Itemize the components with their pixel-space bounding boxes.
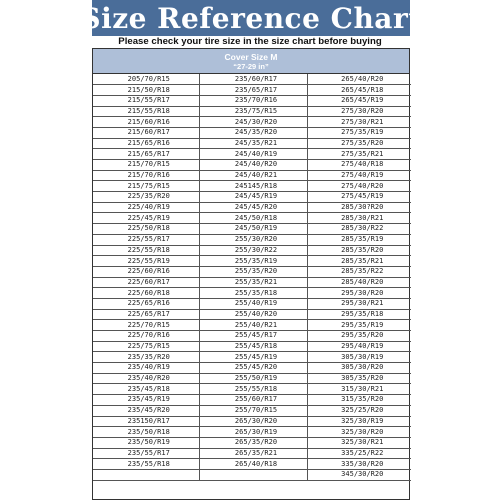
- tire-size-cell: 225/45/R19: [93, 213, 199, 224]
- tire-size-cell: 255/45/R18: [199, 341, 307, 352]
- tire-size-cell: 295/30/R21: [307, 298, 411, 309]
- tire-size-cell: 285/30/R22: [307, 224, 411, 235]
- tire-size-cell: 255/45/R17: [199, 331, 307, 342]
- tire-size-cell: 215/60/R17: [93, 127, 199, 138]
- table-row: [93, 106, 411, 117]
- tire-size-cell: 265/30/R19: [199, 427, 307, 438]
- tire-size-cell: 205/70/R15: [93, 74, 199, 85]
- tire-size-table: [93, 74, 411, 481]
- table-row: [93, 469, 411, 480]
- tire-size-cell: 225/55/R19: [93, 256, 199, 267]
- tire-size-cell: 285/35/R22: [307, 266, 411, 277]
- tire-size-cell: 225/35/R20: [93, 192, 199, 203]
- tire-size-cell: 275/40/R20: [307, 181, 411, 192]
- tire-size-cell: 225/40/R19: [93, 202, 199, 213]
- tire-size-cell: 225/55/R18: [93, 245, 199, 256]
- tire-size-cell: 315/30/R21: [307, 384, 411, 395]
- tire-size-cell: 235/35/R20: [93, 352, 199, 363]
- tire-size-cell: 255/35/R18: [199, 288, 307, 299]
- tire-size-cell: 245145/R18: [199, 181, 307, 192]
- tire-size-cell: 255/70/R15: [199, 405, 307, 416]
- tire-size-cell: 215/60/R16: [93, 117, 199, 128]
- tire-size-cell: 265/35/R21: [199, 448, 307, 459]
- tire-size-cell: 275/35/R21: [307, 149, 411, 160]
- table-row: [93, 341, 411, 352]
- table-row: [93, 192, 411, 203]
- tire-size-cell: 225/75/R15: [93, 341, 199, 352]
- tire-size-cell: 225/60/R17: [93, 277, 199, 288]
- tire-size-cell: 235/50/R19: [93, 437, 199, 448]
- table-row: [93, 309, 411, 320]
- tire-size-cell: 285/35/R20: [307, 245, 411, 256]
- tire-size-cell: 295/35/R19: [307, 320, 411, 331]
- tire-size-cell: 215/70/R15: [93, 160, 199, 171]
- tire-size-cell: 235/65/R17: [199, 85, 307, 96]
- tire-size-cell: 325/25/R20: [307, 405, 411, 416]
- tire-size-cell: 275/45/R19: [307, 192, 411, 203]
- table-row: [93, 234, 411, 245]
- cover-size-label: Cover Size M: [224, 51, 278, 62]
- tire-size-cell: 245/35/R20: [199, 127, 307, 138]
- page-title: Size Reference Chart: [80, 1, 422, 35]
- tire-size-cell: 325/30/R20: [307, 427, 411, 438]
- tire-size-cell: 275/30/R20: [307, 106, 411, 117]
- table-row: [93, 266, 411, 277]
- tire-size-cell: 245/30/R20: [199, 117, 307, 128]
- tire-size-cell: 215/65/R16: [93, 138, 199, 149]
- tire-size-cell: 255/40/R19: [199, 298, 307, 309]
- tire-size-cell: 305/30/R19: [307, 352, 411, 363]
- tire-size-cell: 285/40/R20: [307, 277, 411, 288]
- tire-size-cell: 215/50/R18: [93, 85, 199, 96]
- tire-size-cell: 285/30?R20: [307, 202, 411, 213]
- table-row: [93, 277, 411, 288]
- table-row: [93, 170, 411, 181]
- table-row: [93, 95, 411, 106]
- tire-size-cell: 245/40/R19: [199, 149, 307, 160]
- table-row: [93, 160, 411, 171]
- table-row: [93, 395, 411, 406]
- tire-size-cell: 265/35/R20: [199, 437, 307, 448]
- tire-size-cell: 255/45/R19: [199, 352, 307, 363]
- table-row: [93, 127, 411, 138]
- tire-size-cell: [93, 469, 199, 480]
- tire-size-cell: 235150/R17: [93, 416, 199, 427]
- table-row: [93, 416, 411, 427]
- tire-size-cell: 215/75/R15: [93, 181, 199, 192]
- table-row: [93, 138, 411, 149]
- tire-size-cell: 245/50/R19: [199, 224, 307, 235]
- tire-size-cell: 235/55/R17: [93, 448, 199, 459]
- table-row: [93, 245, 411, 256]
- tire-size-cell: 325/30/R21: [307, 437, 411, 448]
- tire-size-cell: 265/45/R18: [307, 85, 411, 96]
- tire-size-cell: 235/45/R20: [93, 405, 199, 416]
- table-row: [93, 363, 411, 374]
- table-row: [93, 405, 411, 416]
- chart-header: [93, 49, 409, 74]
- tire-size-cell: 335/25/R22: [307, 448, 411, 459]
- tire-size-cell: 255/35/R21: [199, 277, 307, 288]
- tire-size-cell: 255/40/R20: [199, 309, 307, 320]
- table-row: [93, 213, 411, 224]
- tire-size-cell: 245/50/R18: [199, 213, 307, 224]
- tire-size-cell: 245/45/R19: [199, 192, 307, 203]
- table-row: [93, 373, 411, 384]
- tire-size-cell: 215/65/R17: [93, 149, 199, 160]
- tire-size-cell: 255/50/R19: [199, 373, 307, 384]
- tire-size-cell: 305/35/R20: [307, 373, 411, 384]
- tire-size-cell: 265/40/R20: [307, 74, 411, 85]
- table-row: [93, 352, 411, 363]
- tire-size-cell: 255/60/R17: [199, 395, 307, 406]
- tire-size-cell: 255/40/R21: [199, 320, 307, 331]
- table-row: [93, 320, 411, 331]
- tire-size-cell: 295/35/R20: [307, 331, 411, 342]
- tire-size-cell: 305/30/R20: [307, 363, 411, 374]
- tire-size-cell: 245/40/R20: [199, 160, 307, 171]
- table-row: [93, 427, 411, 438]
- tire-size-cell: 295/35/R18: [307, 309, 411, 320]
- tire-size-cell: 285/35/R21: [307, 256, 411, 267]
- tire-size-cell: 345/30/R20: [307, 469, 411, 480]
- tire-size-cell: 265/45/R19: [307, 95, 411, 106]
- table-row: [93, 74, 411, 85]
- tire-size-cell: 255/35/R19: [199, 256, 307, 267]
- cover-size-range: “27-29 in”: [233, 61, 269, 71]
- tire-size-cell: 235/50/R18: [93, 427, 199, 438]
- tire-size-cell: 315/35/R20: [307, 395, 411, 406]
- tire-size-cell: 285/35/R19: [307, 234, 411, 245]
- tire-size-cell: 235/70/R16: [199, 95, 307, 106]
- tire-size-cell: 235/55/R18: [93, 459, 199, 470]
- page-subtitle: Please check your tire size in the size chart before buying: [118, 36, 382, 47]
- table-row: [93, 384, 411, 395]
- table-row: [93, 459, 411, 470]
- tire-size-cell: 255/55/R18: [199, 384, 307, 395]
- table-row: [93, 224, 411, 235]
- table-row: [93, 298, 411, 309]
- table-row: [93, 288, 411, 299]
- tire-size-cell: 265/40/R18: [199, 459, 307, 470]
- tire-size-cell: 245/40/R21: [199, 170, 307, 181]
- tire-size-cell: 255/30/R20: [199, 234, 307, 245]
- tire-size-cell: 255/35/R20: [199, 266, 307, 277]
- tire-size-cell: 255/30/R22: [199, 245, 307, 256]
- tire-size-cell: 255/45/R20: [199, 363, 307, 374]
- size-chart: [92, 48, 410, 500]
- table-row: [93, 117, 411, 128]
- tire-size-cell: 275/40/R18: [307, 160, 411, 171]
- tire-size-cell: 225/65/R17: [93, 309, 199, 320]
- tire-size-cell: 275/35/R19: [307, 127, 411, 138]
- tire-size-cell: 215/55/R17: [93, 95, 199, 106]
- tire-size-cell: 235/40/R20: [93, 373, 199, 384]
- tire-size-cell: 225/60/R18: [93, 288, 199, 299]
- title-banner: [80, 0, 422, 36]
- table-row: [93, 331, 411, 342]
- tire-size-cell: 295/40/R19: [307, 341, 411, 352]
- tire-size-cell: 225/60/R16: [93, 266, 199, 277]
- table-row: [93, 437, 411, 448]
- tire-size-cell: 245/35/R21: [199, 138, 307, 149]
- tire-size-cell: 215/55/R18: [93, 106, 199, 117]
- tire-size-cell: 275/30/R21: [307, 117, 411, 128]
- tire-size-cell: 285/30/R21: [307, 213, 411, 224]
- tire-size-cell: 265/30/R20: [199, 416, 307, 427]
- tire-size-cell: 235/60/R17: [199, 74, 307, 85]
- tire-size-cell: 225/70/R15: [93, 320, 199, 331]
- table-row: [93, 448, 411, 459]
- tire-size-cell: 325/30/R19: [307, 416, 411, 427]
- table-row: [93, 149, 411, 160]
- tire-size-cell: 215/70/R16: [93, 170, 199, 181]
- table-row: [93, 181, 411, 192]
- tire-size-cell: 335/30/R20: [307, 459, 411, 470]
- tire-size-cell: 235/45/R19: [93, 395, 199, 406]
- tire-size-cell: [199, 469, 307, 480]
- tire-size-cell: 235/75/R15: [199, 106, 307, 117]
- table-row: [93, 85, 411, 96]
- tire-size-cell: 235/40/R19: [93, 363, 199, 374]
- tire-size-cell: 275/35/R20: [307, 138, 411, 149]
- tire-size-cell: 235/45/R18: [93, 384, 199, 395]
- tire-size-cell: 225/55/R17: [93, 234, 199, 245]
- tire-size-cell: 225/70/R16: [93, 331, 199, 342]
- tire-size-cell: 225/50/R18: [93, 224, 199, 235]
- tire-size-cell: 225/65/R16: [93, 298, 199, 309]
- tire-size-cell: 245/45/R20: [199, 202, 307, 213]
- table-row: [93, 202, 411, 213]
- tire-size-cell: 275/40/R19: [307, 170, 411, 181]
- tire-size-cell: 295/30/R20: [307, 288, 411, 299]
- table-row: [93, 256, 411, 267]
